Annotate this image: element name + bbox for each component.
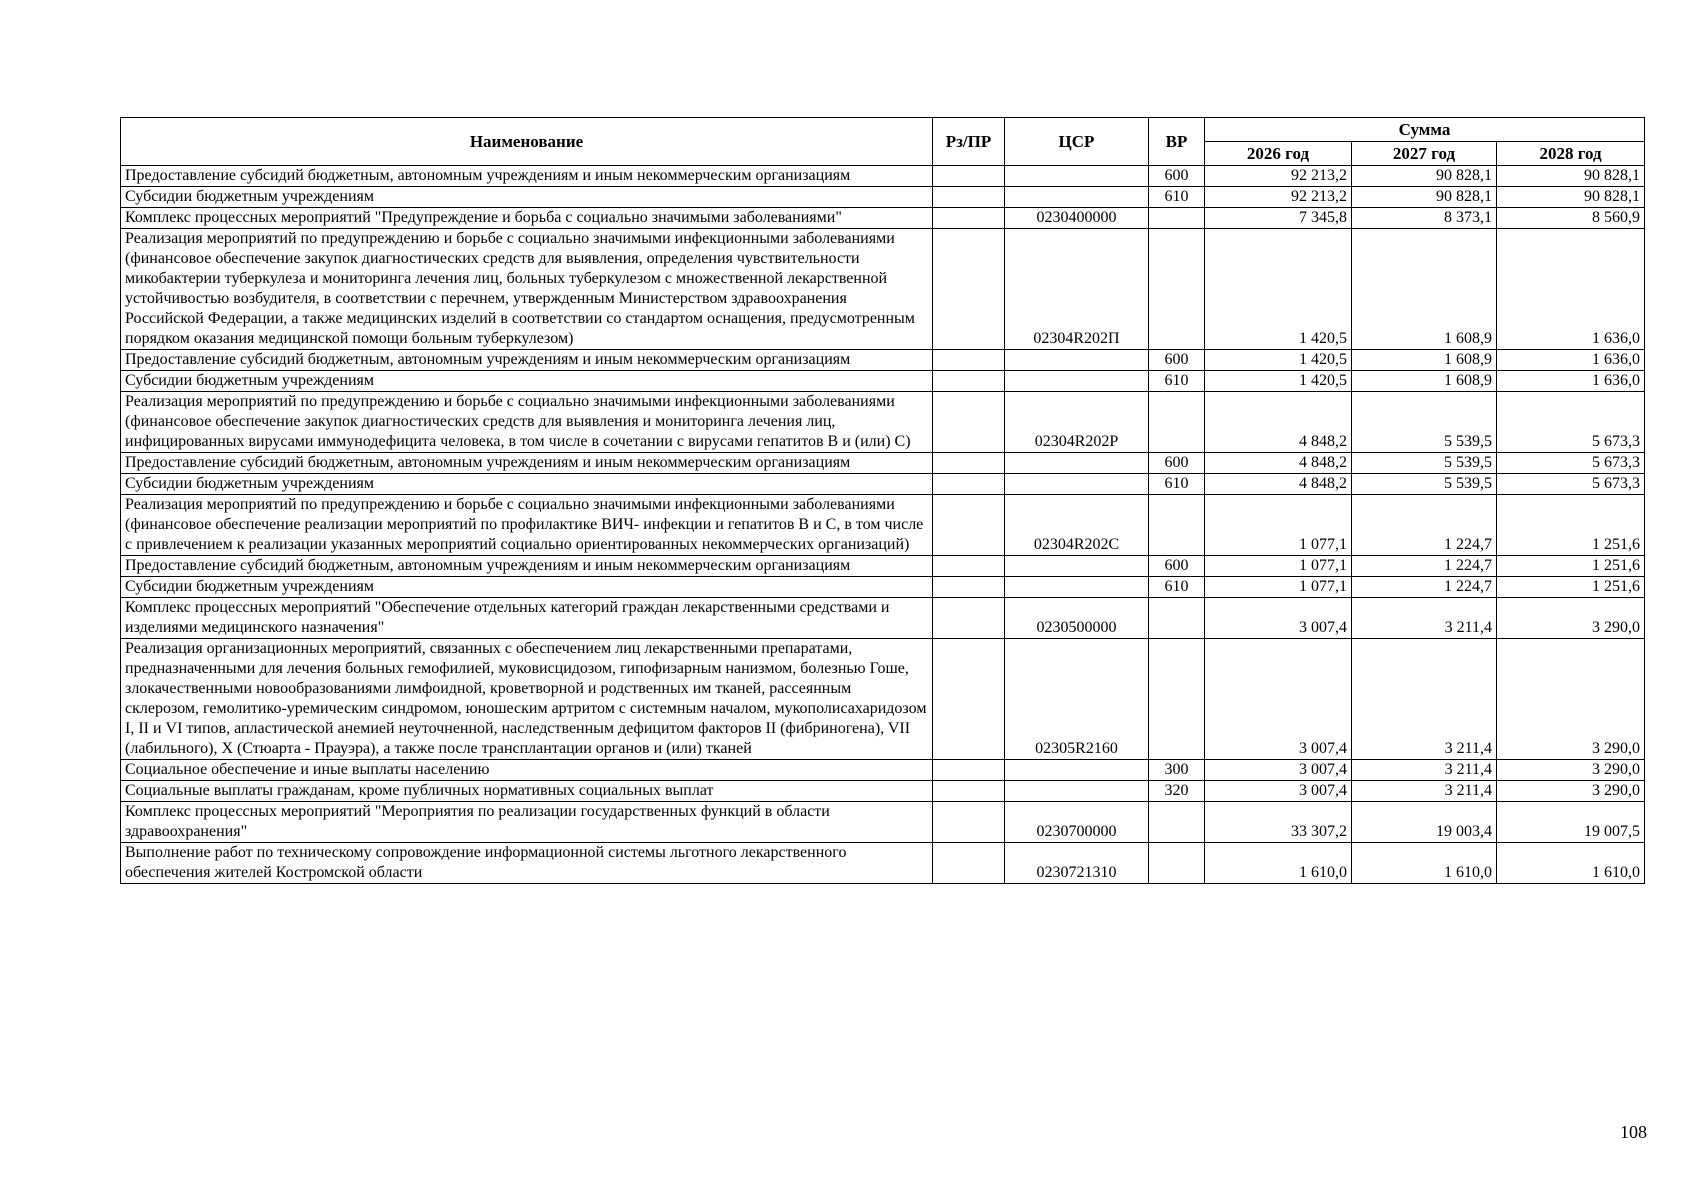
row-rzpr (933, 208, 1005, 229)
row-vr: 600 (1149, 166, 1205, 187)
row-vr (1149, 392, 1205, 453)
row-2027: 1 608,9 (1352, 350, 1497, 371)
row-csr: 02304R202П (1005, 229, 1149, 350)
row-2028: 3 290,0 (1497, 639, 1645, 760)
row-csr (1005, 453, 1149, 474)
row-2028: 1 636,0 (1497, 229, 1645, 350)
row-name: Реализация мероприятий по предупреждению и борьбе с социально значимыми инфекционными заболеваниями (финансовое обеспечение реализации мероприятий по профилактике ВИЧ- инфекции и гепатитов В и С, в том числе с привлечением к реализации указанных мероприятий социально ориентированных некоммерческих организаций) (121, 495, 933, 556)
row-csr (1005, 166, 1149, 187)
row-2027: 90 828,1 (1352, 187, 1497, 208)
row-2026: 1 077,1 (1205, 556, 1352, 577)
table-row (121, 208, 1645, 229)
row-2026: 1 077,1 (1205, 495, 1352, 556)
row-2027: 1 610,0 (1352, 843, 1497, 884)
row-rzpr (933, 350, 1005, 371)
row-name: Комплекс процессных мероприятий "Предупреждение и борьба с социально значимыми заболеваниями" (121, 208, 933, 229)
row-2027: 3 211,4 (1352, 598, 1497, 639)
header-vr: ВР (1149, 118, 1205, 166)
row-rzpr (933, 781, 1005, 802)
row-rzpr (933, 371, 1005, 392)
row-2027: 1 608,9 (1352, 229, 1497, 350)
table-row (121, 639, 1645, 760)
row-rzpr (933, 598, 1005, 639)
row-name: Предоставление субсидий бюджетным, автономным учреждениям и иным некоммерческим организациям (121, 453, 933, 474)
row-2028: 1 251,6 (1497, 556, 1645, 577)
row-2027: 1 224,7 (1352, 495, 1497, 556)
row-2026: 4 848,2 (1205, 453, 1352, 474)
row-2028: 3 290,0 (1497, 760, 1645, 781)
header-csr: ЦСР (1005, 118, 1149, 166)
row-2028: 5 673,3 (1497, 453, 1645, 474)
row-name: Реализация мероприятий по предупреждению и борьбе с социально значимыми инфекционными заболеваниями (финансовое обеспечение закупок диагностических средств для выявления и мониторинга лечения лиц, инфицированных вирусами иммунодефицита человека, в том числе в сочетании с вирусами гепатитов В и (или) С) (121, 392, 933, 453)
row-2027: 5 539,5 (1352, 453, 1497, 474)
row-2026: 3 007,4 (1205, 760, 1352, 781)
table-row (121, 843, 1645, 884)
row-2028: 1 636,0 (1497, 350, 1645, 371)
row-2027: 90 828,1 (1352, 166, 1497, 187)
header-2026: 2026 год (1205, 142, 1352, 166)
row-vr (1149, 598, 1205, 639)
row-2027: 1 224,7 (1352, 556, 1497, 577)
row-2026: 3 007,4 (1205, 639, 1352, 760)
row-rzpr (933, 392, 1005, 453)
table-row (121, 166, 1645, 187)
row-2027: 3 211,4 (1352, 639, 1497, 760)
row-csr (1005, 187, 1149, 208)
table-row (121, 577, 1645, 598)
row-csr: 02304R202C (1005, 495, 1149, 556)
header-2028: 2028 год (1497, 142, 1645, 166)
row-rzpr (933, 474, 1005, 495)
budget-table (120, 117, 1645, 884)
table-row (121, 229, 1645, 350)
row-name: Предоставление субсидий бюджетным, автономным учреждениям и иным некоммерческим организациям (121, 350, 933, 371)
row-csr: 0230721310 (1005, 843, 1149, 884)
table-row (121, 474, 1645, 495)
table-row (121, 781, 1645, 802)
row-2026: 4 848,2 (1205, 474, 1352, 495)
row-rzpr (933, 577, 1005, 598)
row-vr: 610 (1149, 371, 1205, 392)
row-name: Субсидии бюджетным учреждениям (121, 577, 933, 598)
budget-sheet (120, 117, 1644, 884)
row-csr: 0230400000 (1005, 208, 1149, 229)
row-2027: 1 224,7 (1352, 577, 1497, 598)
page-number: 108 (1620, 1122, 1647, 1142)
row-vr (1149, 208, 1205, 229)
row-vr: 610 (1149, 187, 1205, 208)
row-name: Субсидии бюджетным учреждениям (121, 371, 933, 392)
row-name: Предоставление субсидий бюджетным, автономным учреждениям и иным некоммерческим организациям (121, 556, 933, 577)
row-name: Субсидии бюджетным учреждениям (121, 474, 933, 495)
row-2027: 1 608,9 (1352, 371, 1497, 392)
row-vr (1149, 229, 1205, 350)
row-rzpr (933, 802, 1005, 843)
row-csr (1005, 577, 1149, 598)
row-rzpr (933, 760, 1005, 781)
row-csr: 0230700000 (1005, 802, 1149, 843)
row-2028: 1 636,0 (1497, 371, 1645, 392)
row-vr: 300 (1149, 760, 1205, 781)
table-row (121, 760, 1645, 781)
row-vr: 610 (1149, 577, 1205, 598)
header-sum: Сумма (1205, 118, 1645, 142)
row-csr: 0230500000 (1005, 598, 1149, 639)
row-2028: 5 673,3 (1497, 392, 1645, 453)
row-2028: 1 610,0 (1497, 843, 1645, 884)
row-csr (1005, 350, 1149, 371)
row-rzpr (933, 843, 1005, 884)
row-vr (1149, 843, 1205, 884)
row-2028: 3 290,0 (1497, 598, 1645, 639)
table-body (121, 166, 1645, 884)
table-row (121, 802, 1645, 843)
table-row (121, 371, 1645, 392)
row-2026: 1 420,5 (1205, 229, 1352, 350)
row-rzpr (933, 229, 1005, 350)
row-vr: 600 (1149, 350, 1205, 371)
row-name: Комплекс процессных мероприятий "Обеспечение отдельных категорий граждан лекарственными средствами и изделиями медицинского назначения" (121, 598, 933, 639)
row-name: Социальное обеспечение и иные выплаты населению (121, 760, 933, 781)
row-name: Комплекс процессных мероприятий "Мероприятия по реализации государственных функций в области здравоохранения" (121, 802, 933, 843)
row-2026: 1 077,1 (1205, 577, 1352, 598)
row-2028: 1 251,6 (1497, 577, 1645, 598)
row-2026: 33 307,2 (1205, 802, 1352, 843)
row-name: Субсидии бюджетным учреждениям (121, 187, 933, 208)
row-csr (1005, 556, 1149, 577)
table-header (121, 118, 1645, 166)
table-row (121, 598, 1645, 639)
table-row (121, 187, 1645, 208)
row-csr: 02304R202P (1005, 392, 1149, 453)
header-rzpr: Рз/ПР (933, 118, 1005, 166)
row-rzpr (933, 495, 1005, 556)
row-2028: 5 673,3 (1497, 474, 1645, 495)
row-vr (1149, 495, 1205, 556)
row-2028: 3 290,0 (1497, 781, 1645, 802)
row-2028: 90 828,1 (1497, 166, 1645, 187)
row-2028: 8 560,9 (1497, 208, 1645, 229)
row-csr (1005, 371, 1149, 392)
row-2027: 5 539,5 (1352, 474, 1497, 495)
row-vr: 320 (1149, 781, 1205, 802)
row-name: Реализация организационных мероприятий, связанных с обеспечением лиц лекарственными препаратами, предназначенными для лечения больных гемофилией, муковисцидозом, гипофизарным нанизмом, болезнью Гоше, злокачественными новообразованиями лимфоидной, кроветворной и родственных им тканей, рассеянным склерозом, гемолитико-уремическим синдромом, юношеским артритом с системным началом, мукополисахаридозом I, II и VI типов, апластической анемией неуточненной, наследственным дефицитом факторов II (фибриногена), VII (лабильного), X (Стюарта - Прауэра), а также после трансплантации органов и (или) тканей (121, 639, 933, 760)
row-2028: 19 007,5 (1497, 802, 1645, 843)
row-vr: 600 (1149, 453, 1205, 474)
row-csr (1005, 760, 1149, 781)
row-2026: 1 420,5 (1205, 350, 1352, 371)
row-name: Выполнение работ по техническому сопровождение информационной системы льготного лекарственного обеспечения жителей Костромской области (121, 843, 933, 884)
row-vr: 600 (1149, 556, 1205, 577)
row-2026: 92 213,2 (1205, 166, 1352, 187)
row-2026: 1 610,0 (1205, 843, 1352, 884)
header-name: Наименование (121, 118, 933, 166)
row-rzpr (933, 187, 1005, 208)
row-name: Реализация мероприятий по предупреждению и борьбе с социально значимыми инфекционными заболеваниями (финансовое обеспечение закупок диагностических средств для выявления, определения чувствительности микобактерии туберкулеза и мониторинга лечения лиц, больных туберкулезом с множественной лекарственной устойчивостью возбудителя, в соответствии с перечнем, утвержденным Министерством здравоохранения Российской Федерации, а также медицинских изделий в соответствии со стандартом оснащения, предусмотренным порядком оказания медицинской помощи больным туберкулезом) (121, 229, 933, 350)
header-2027: 2027 год (1352, 142, 1497, 166)
row-name: Социальные выплаты гражданам, кроме публичных нормативных социальных выплат (121, 781, 933, 802)
row-csr (1005, 781, 1149, 802)
row-2027: 3 211,4 (1352, 781, 1497, 802)
row-2026: 7 345,8 (1205, 208, 1352, 229)
row-2028: 1 251,6 (1497, 495, 1645, 556)
row-2027: 8 373,1 (1352, 208, 1497, 229)
row-2026: 3 007,4 (1205, 598, 1352, 639)
row-csr (1005, 474, 1149, 495)
row-2027: 3 211,4 (1352, 760, 1497, 781)
table-row (121, 392, 1645, 453)
row-vr: 610 (1149, 474, 1205, 495)
row-2028: 90 828,1 (1497, 187, 1645, 208)
table-row (121, 556, 1645, 577)
row-rzpr (933, 453, 1005, 474)
row-vr (1149, 802, 1205, 843)
row-2026: 4 848,2 (1205, 392, 1352, 453)
row-csr: 02305R2160 (1005, 639, 1149, 760)
table-row (121, 350, 1645, 371)
row-2026: 92 213,2 (1205, 187, 1352, 208)
row-2026: 3 007,4 (1205, 781, 1352, 802)
table-row (121, 453, 1645, 474)
row-2027: 19 003,4 (1352, 802, 1497, 843)
row-vr (1149, 639, 1205, 760)
table-row (121, 495, 1645, 556)
row-name: Предоставление субсидий бюджетным, автономным учреждениям и иным некоммерческим организациям (121, 166, 933, 187)
row-rzpr (933, 639, 1005, 760)
row-2027: 5 539,5 (1352, 392, 1497, 453)
row-rzpr (933, 556, 1005, 577)
row-2026: 1 420,5 (1205, 371, 1352, 392)
row-rzpr (933, 166, 1005, 187)
